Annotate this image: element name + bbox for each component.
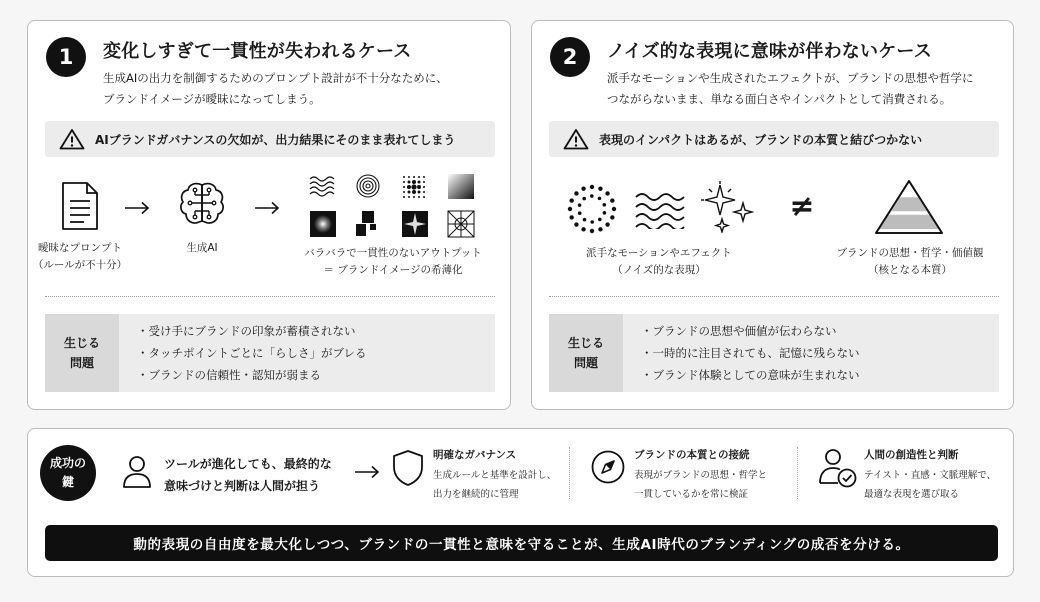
inconsistent-outputs-grid	[308, 173, 478, 239]
ring-dot	[610, 198, 614, 202]
case2-warning-text: 表現のインパクトはあるが、ブランドの本質と結びつかない	[599, 132, 923, 147]
pillar-title: 明確なガバナンス	[433, 449, 517, 461]
list-item: ・ブランド体験としての意味が生まれない	[641, 368, 860, 382]
ring-dot	[598, 227, 602, 231]
output-tile-blocks	[356, 211, 376, 236]
output-tile-gradient	[448, 174, 474, 199]
arrow-right-icon	[254, 201, 280, 215]
ring-dot	[605, 191, 609, 195]
ai-label: 生成AI	[186, 242, 218, 254]
problems-heading: 生じる 問題	[45, 314, 119, 392]
success-key-message: ツールが進化しても、最終的な 意味づけと判断は人間が担う	[164, 457, 332, 493]
case1-title: 変化しすぎて一貫性が失われるケース	[103, 41, 412, 62]
separator	[569, 447, 570, 499]
pillar-title: 人間の創造性と判断	[864, 449, 959, 461]
ring-dot	[610, 215, 614, 219]
ring-dot	[569, 215, 573, 219]
pillar-desc: 生成ルールと基準を設計し、 出力を継続的に管理	[433, 470, 557, 500]
output-tile-burst	[310, 211, 336, 237]
ring-dot	[574, 191, 578, 195]
case1-problems-box	[45, 314, 495, 392]
case2-panel	[531, 20, 1014, 410]
ring-dot	[581, 227, 585, 231]
pillar-title: ブランドの本質との接続	[634, 449, 750, 461]
list-item: ・受け手にブランドの印象が蓄積されない	[137, 324, 356, 338]
output-tile-waves	[310, 177, 334, 196]
case2-warning-box	[549, 121, 999, 157]
ring-dot	[603, 203, 607, 207]
list-item: ・ブランドの思想や価値が伝わらない	[641, 324, 837, 338]
warning-icon	[563, 128, 589, 150]
pyramid-icon	[874, 179, 944, 235]
case1-warning-text: AIブランドガバナンスの欠如が、出力結果にそのまま表れてしまう	[95, 132, 456, 147]
divider	[549, 296, 999, 297]
ring-dot	[605, 222, 609, 226]
pillar-desc: テイスト・直感・文脈理解で、 最適な表現を選び取る	[864, 470, 997, 500]
case1-description: 生成AIの出力を制御するためのプロンプト設計が不十分なために、 ブランドイメージが曖昧になってしまう。	[103, 71, 448, 106]
ring-dot	[578, 211, 582, 215]
success-key-panel	[27, 428, 1014, 577]
arrow-right-icon	[354, 465, 380, 479]
brand-essence-label: ブランドの思想・哲学・価値観 （核となる本質）	[836, 247, 984, 276]
ring-dot	[569, 198, 573, 202]
case1-number-badge: 1	[46, 37, 86, 77]
separator	[797, 447, 798, 499]
ring-dot	[598, 218, 602, 222]
ring-dot	[578, 203, 582, 207]
case1-warning-box	[45, 121, 495, 157]
person-check-icon	[818, 447, 858, 489]
output-label: バラバラで一貫性のないアウトプット ＝ ブランドイメージの希薄化	[304, 247, 482, 276]
case2-title: ノイズ的な表現に意味が伴わないケース	[607, 41, 932, 62]
case2-problems-list	[641, 320, 860, 386]
person-icon	[122, 455, 152, 489]
document-icon	[60, 181, 100, 231]
case2-problems-box	[549, 314, 999, 392]
ring-dot	[590, 194, 594, 198]
not-equal-sign: ≠	[789, 189, 815, 224]
ring-dot	[582, 197, 586, 201]
shield-icon	[392, 449, 424, 487]
brain-icon	[178, 181, 226, 227]
ring-dot	[590, 185, 594, 189]
arrow-right-icon	[124, 201, 150, 215]
problems-heading: 生じる 問題	[549, 314, 623, 392]
success-key-badge: 成功の 鍵	[40, 445, 96, 501]
ring-dot	[612, 207, 616, 211]
case2-description: 派手なモーションや生成されたエフェクトが、ブランドの思想や哲学に つながらないまま、単なる面白さやインパクトとして消費される。	[607, 71, 974, 106]
waves-icon	[634, 189, 686, 229]
sparkle-icon	[700, 181, 756, 233]
ring-dot	[590, 229, 594, 233]
ring-dot	[590, 220, 594, 224]
ring-dot	[568, 207, 572, 211]
compass-icon	[590, 449, 626, 485]
pillar-desc: 表現がブランドの思想・哲学と 一貫しているかを常に検証	[634, 470, 768, 500]
list-item: ・タッチポイントごとに「らしさ」がブレる	[137, 346, 367, 360]
case1-panel	[27, 20, 511, 410]
divider	[45, 296, 495, 297]
output-tile-dots	[403, 176, 425, 198]
dot-ring-icon	[566, 183, 618, 235]
case1-problems-list	[137, 320, 367, 386]
noise-expression-label: 派手なモーションやエフェクト （ノイズ的な表現）	[586, 247, 732, 276]
ring-dot	[581, 186, 585, 190]
ring-dot	[598, 186, 602, 190]
ring-dot	[598, 197, 602, 201]
ring-dot	[574, 222, 578, 226]
case2-number-badge: 2	[550, 37, 590, 77]
warning-icon	[59, 128, 85, 150]
output-tile-starburst	[402, 211, 428, 237]
ring-dot	[603, 211, 607, 215]
output-tile-radial	[448, 211, 474, 237]
prompt-label: 曖昧なプロンプト （ルールが不十分）	[32, 242, 128, 271]
conclusion-banner: 動的表現の自由度を最大化しつつ、ブランドの一貫性と意味を守ることが、生成AI時代のブランディングの成否を分ける。	[45, 525, 998, 561]
list-item: ・ブランドの信頼性・認知が弱まる	[137, 368, 321, 382]
list-item: ・一時的に注目されても、記憶に残らない	[641, 346, 860, 360]
ring-dot	[583, 218, 587, 222]
output-tile-rings	[357, 175, 379, 197]
